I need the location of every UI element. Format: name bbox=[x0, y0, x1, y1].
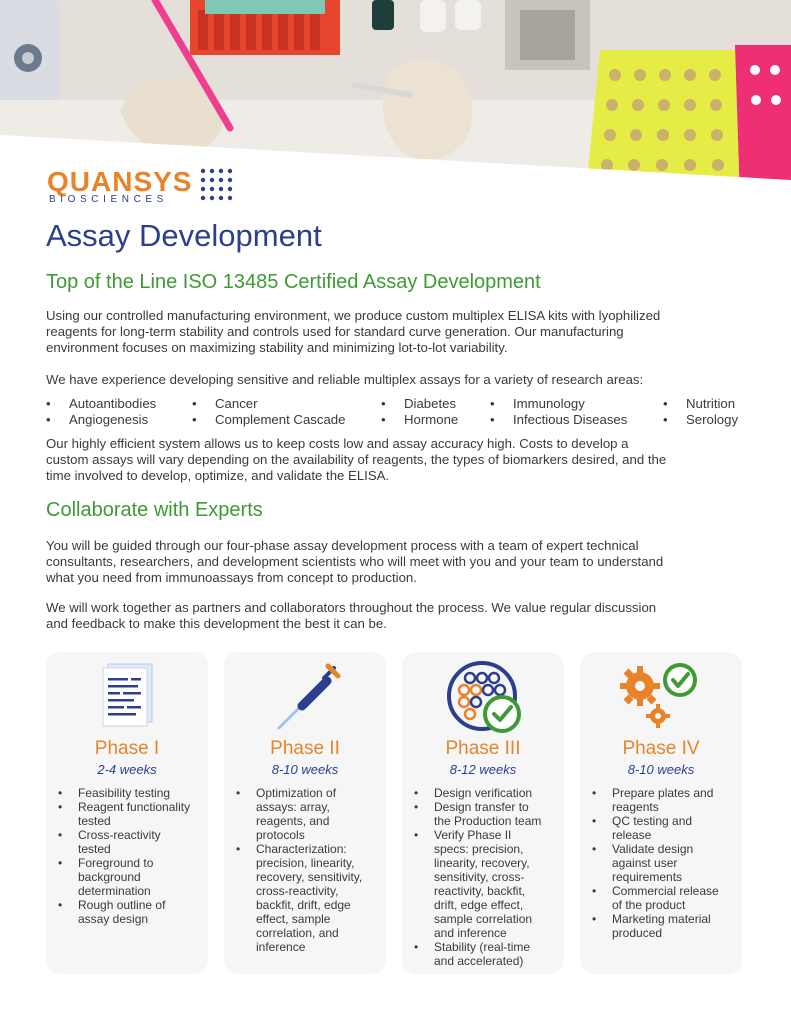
collaborate-paragraph bbox=[46, 538, 756, 586]
text-line: reagents for long-term stability and controls used for standard curve generation. Our manufacturing bbox=[46, 324, 624, 339]
list-item: • Diabetes bbox=[381, 396, 457, 411]
list-item: • Infectious Diseases bbox=[490, 412, 628, 427]
plate-check-icon bbox=[402, 656, 564, 736]
phase-tasks-list bbox=[56, 786, 206, 926]
list-item: • Validate design against user requirements bbox=[590, 842, 740, 884]
text-line: consultants, researchers, and development scientists who will meet with you and your team to understand bbox=[46, 554, 664, 569]
phase-duration: 8-12 weeks bbox=[449, 762, 517, 777]
list-item: • Verify Phase II specs: precision, linearity, recovery, sensitivity, cross- reactivity, backfit, drift, edge effect, sample correlation and inference bbox=[412, 828, 562, 940]
list-item: • Characterization: precision, linearity, recovery, sensitivity, cross-reactivity, backfit, drift, edge effect, sample correlation, and inference bbox=[234, 842, 384, 954]
list-item: • Angiogenesis bbox=[46, 412, 149, 427]
text-line: and feedback to make this development the best it can be. bbox=[46, 616, 387, 631]
list-item: • Immunology bbox=[490, 396, 585, 411]
phase-title: Phase II bbox=[270, 738, 340, 759]
list-item: • Marketing material produced bbox=[590, 912, 740, 940]
text-line: what you need from immunoassays from concept to production. bbox=[46, 570, 417, 585]
phase-duration: 8-10 weeks bbox=[627, 762, 695, 777]
list-item: • Rough outline of assay design bbox=[56, 898, 206, 926]
research-areas-intro: We have experience developing sensitive and reliable multiplex assays for a variety of research areas: bbox=[46, 372, 644, 387]
phase-title: Phase III bbox=[445, 738, 521, 759]
list-item: • Cross-reactivity tested bbox=[56, 828, 206, 856]
list-item: • Foreground to background determination bbox=[56, 856, 206, 898]
phase-duration: 8-10 weeks bbox=[271, 762, 339, 777]
phase-tasks-list bbox=[234, 786, 384, 954]
logo-subtitle: BIOSCIENCES bbox=[49, 194, 168, 205]
list-item: • Prepare plates and reagents bbox=[590, 786, 740, 814]
text-line: You will be guided through our four-phase assay development process with a team of expert technical bbox=[46, 538, 639, 553]
list-item: • Hormone bbox=[381, 412, 459, 427]
phase-title: Phase IV bbox=[622, 738, 700, 759]
phase-card-4 bbox=[580, 652, 742, 974]
list-item: • Autoantibodies bbox=[46, 396, 157, 411]
logo-wordmark: QUANSYS bbox=[47, 166, 193, 197]
list-item: • Reagent functionality tested bbox=[56, 800, 206, 828]
text-line: custom assays will vary depending on the availability of reagents, the types of biomarkers desired, and the bbox=[46, 452, 667, 467]
text-line: We will work together as partners and collaborators throughout the process. We value regular discussion bbox=[46, 600, 657, 615]
list-item: • Nutrition bbox=[663, 396, 736, 411]
logo-dots-icon bbox=[200, 168, 238, 202]
list-item: • Design verification bbox=[412, 786, 562, 800]
text-line: environment focuses on maximizing stability and minimizing lot-to-lot variability. bbox=[46, 340, 508, 355]
phase-card-3 bbox=[402, 652, 564, 974]
intro-paragraph bbox=[46, 308, 756, 356]
phase-card-1 bbox=[46, 652, 208, 974]
list-item: • Feasibility testing bbox=[56, 786, 206, 800]
page-title: Assay Development bbox=[46, 218, 322, 253]
text-line: Our highly efficient system allows us to keep costs low and assay accuracy high. Costs to develop a bbox=[46, 436, 629, 451]
section-heading-collaborate: Collaborate with Experts bbox=[46, 499, 263, 521]
partners-paragraph bbox=[46, 600, 756, 632]
list-item: • Design transfer to the Production team bbox=[412, 800, 562, 828]
phase-tasks-list bbox=[590, 786, 740, 940]
section-heading-iso: Top of the Line ISO 13485 Certified Assay Development bbox=[46, 271, 541, 293]
gears-check-icon bbox=[580, 656, 742, 736]
cost-paragraph bbox=[46, 436, 756, 484]
text-line: time involved to develop, optimize, and validate the ELISA. bbox=[46, 468, 390, 483]
phase-tasks-list bbox=[412, 786, 562, 968]
research-areas-list bbox=[46, 396, 756, 430]
phase-title: Phase I bbox=[94, 738, 160, 759]
pipette-icon bbox=[224, 656, 386, 736]
list-item: • Optimization of assays: array, reagents, and protocols bbox=[234, 786, 384, 842]
list-item: • Complement Cascade bbox=[192, 412, 346, 427]
list-item: • Cancer bbox=[192, 396, 258, 411]
list-item: • QC testing and release bbox=[590, 814, 740, 842]
phase-duration: 2-4 weeks bbox=[97, 762, 157, 777]
phase-card-2 bbox=[224, 652, 386, 974]
list-item: • Commercial release of the product bbox=[590, 884, 740, 912]
list-item: • Serology bbox=[663, 412, 739, 427]
list-item: • Stability (real-time and accelerated) bbox=[412, 940, 562, 968]
text-line: Using our controlled manufacturing environment, we produce custom multiplex ELISA kits with lyophilized bbox=[46, 308, 661, 323]
document-icon bbox=[46, 656, 208, 736]
